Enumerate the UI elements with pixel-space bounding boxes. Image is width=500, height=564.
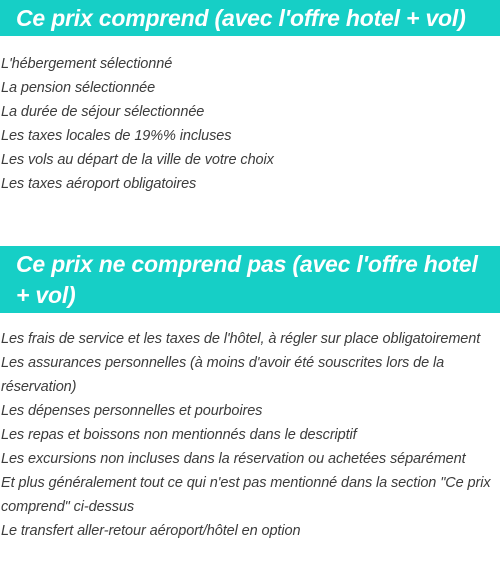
list-item: Le transfert aller-retour aéroport/hôtel en option xyxy=(1,523,301,539)
list-item: L'hébergement sélectionné xyxy=(1,56,173,72)
list-item: Les frais de service et les taxes de l'hôtel, à régler sur place obligatoirement xyxy=(1,331,481,347)
list-item: Les taxes aéroport obligatoires xyxy=(1,176,197,192)
list-item: Les repas et boissons non mentionnés dans le descriptif xyxy=(1,427,357,443)
included-section-title: Ce prix comprend (avec l'offre hotel + vol) xyxy=(0,0,500,36)
list-item: La pension sélectionnée xyxy=(1,80,156,96)
list-item: La durée de séjour sélectionnée xyxy=(1,104,205,120)
included-list xyxy=(0,52,500,196)
list-item: Et plus généralement tout ce qui n'est pas mentionné dans la section "Ce prix comprend" ci-dessus xyxy=(1,475,491,515)
list-item: Les excursions non incluses dans la réservation ou achetées séparément xyxy=(1,451,466,467)
excluded-section-title: Ce prix ne comprend pas (avec l'offre hotel + vol) xyxy=(0,246,500,313)
list-item: Les dépenses personnelles et pourboires xyxy=(1,403,263,419)
list-item: Les assurances personnelles (à moins d'avoir été souscrites lors de la réservation) xyxy=(1,355,445,395)
excluded-list xyxy=(0,327,500,543)
list-item: Les taxes locales de 19%% incluses xyxy=(1,128,232,144)
list-item: Les vols au départ de la ville de votre choix xyxy=(1,152,274,168)
